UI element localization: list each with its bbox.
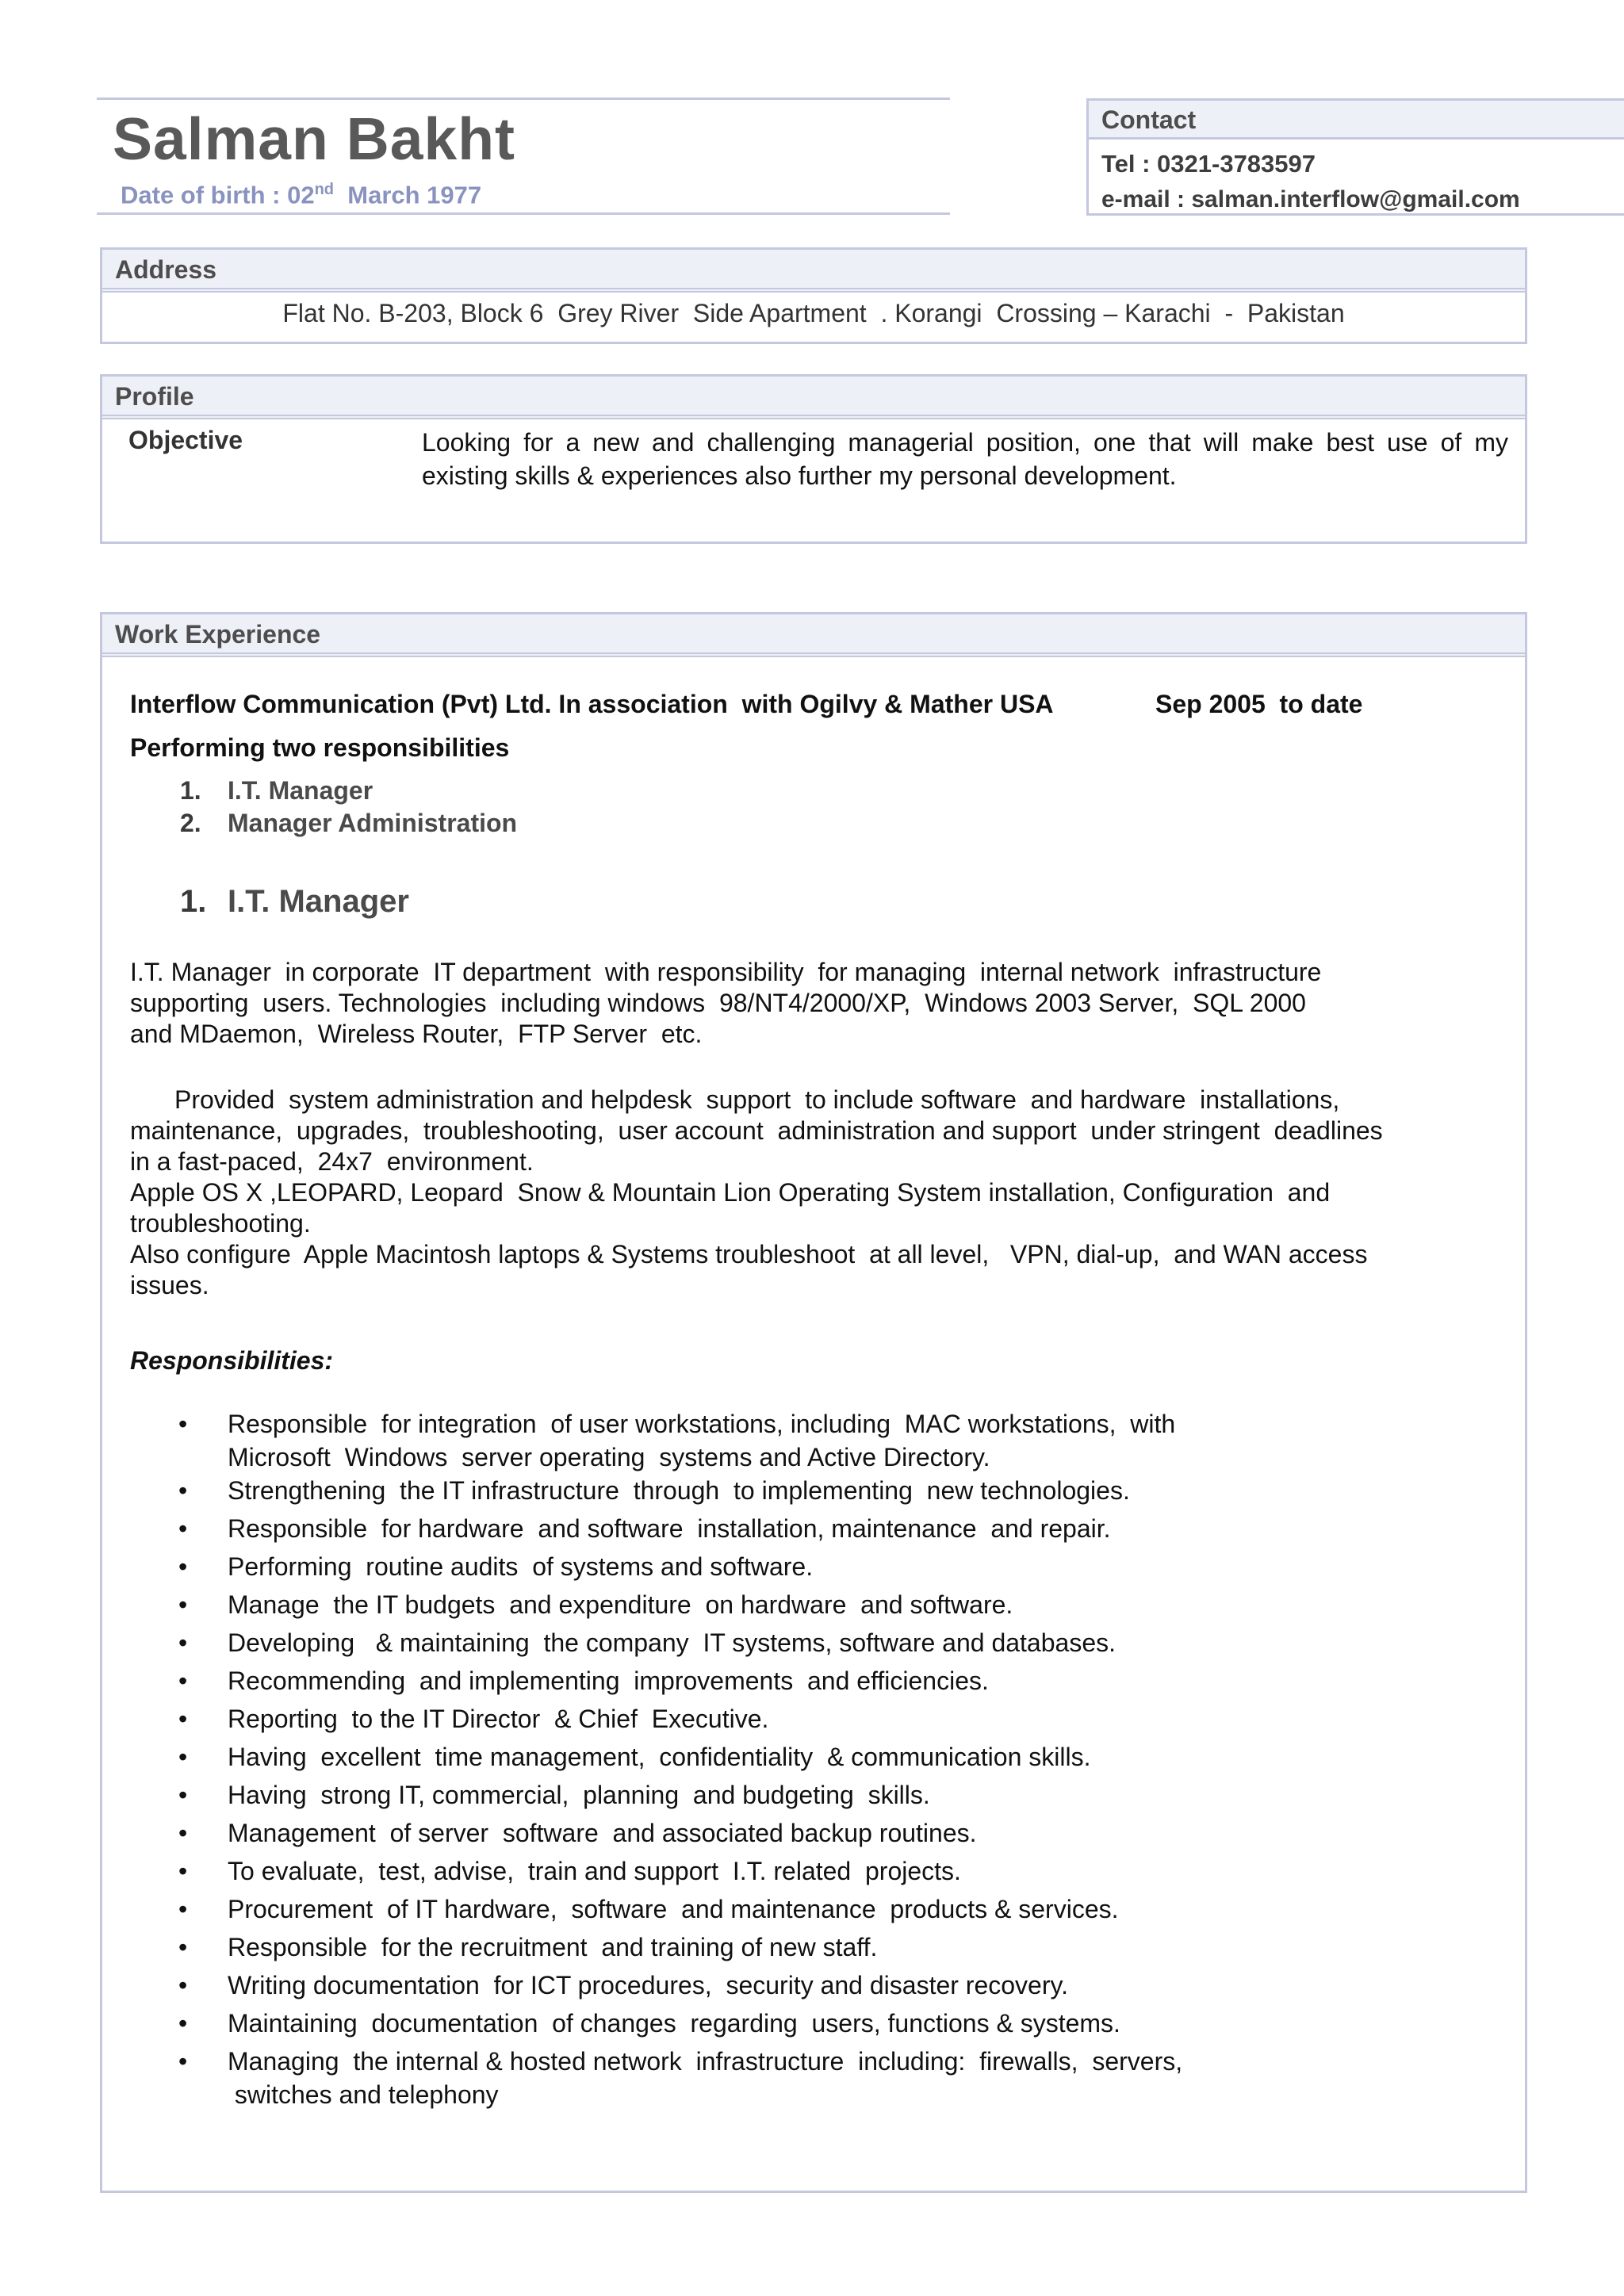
date-of-birth: Date of birth : 02nd March 1977 bbox=[121, 181, 482, 209]
work-experience-title: Work Experience bbox=[115, 620, 321, 649]
contact-phone: Tel : 0321-3783597 bbox=[1101, 150, 1316, 178]
objective-label: Objective bbox=[128, 426, 243, 454]
responsibility-item: Performing routine audits of systems and software. bbox=[228, 1552, 814, 1581]
address-header bbox=[102, 250, 1525, 293]
responsibility-item: Microsoft Windows server operating systems and Active Directory. bbox=[228, 1443, 990, 1471]
text-line: supporting users. Technologies including windows 98/NT4/2000/XP, Windows 2003 Server, SQL 2000 bbox=[130, 989, 1306, 1017]
bullet-icon: • bbox=[178, 1628, 188, 1657]
bullet-icon: • bbox=[178, 1552, 188, 1581]
roles-intro: Performing two responsibilities bbox=[130, 733, 510, 762]
bullet-icon: • bbox=[178, 1514, 188, 1543]
bullet-icon: • bbox=[178, 1971, 188, 1999]
work-experience-section bbox=[100, 612, 1527, 2193]
bullet-icon: • bbox=[178, 1857, 188, 1885]
intro-paragraph bbox=[130, 957, 1321, 1050]
responsibility-item: switches and telephony bbox=[228, 2080, 499, 2109]
responsibility-item: Responsible for the recruitment and training of new staff. bbox=[228, 1933, 878, 1961]
responsibility-item: Developing & maintaining the company IT systems, software and databases. bbox=[228, 1628, 1116, 1657]
bullet-icon: • bbox=[178, 1705, 188, 1733]
bullet-icon: • bbox=[178, 1590, 188, 1619]
role-number: 1. bbox=[180, 776, 201, 805]
responsibility-item: Recommending and implementing improvements and efficiencies. bbox=[228, 1667, 989, 1695]
bullet-icon: • bbox=[178, 1476, 188, 1505]
bullet-icon: • bbox=[178, 2009, 188, 2038]
header-rule-top bbox=[97, 98, 950, 100]
bullet-icon: • bbox=[178, 1781, 188, 1809]
contact-email: e-mail : salman.interflow@gmail.com bbox=[1101, 186, 1520, 212]
details-paragraph bbox=[130, 1085, 1383, 1301]
responsibility-item: Writing documentation for ICT procedures, security and disaster recovery. bbox=[228, 1971, 1069, 1999]
contact-header bbox=[1089, 101, 1624, 140]
responsibility-item: To evaluate, test, advise, train and support I.T. related projects. bbox=[228, 1857, 961, 1885]
header-rule-bottom bbox=[97, 212, 950, 215]
address-text: Flat No. B-203, Block 6 Grey River Side Apartment . Korangi Crossing – Karachi - Pakistan bbox=[282, 299, 1345, 327]
responsibility-item: Maintaining documentation of changes regarding users, functions & systems. bbox=[228, 2009, 1120, 2038]
profile-header bbox=[102, 377, 1525, 419]
bullet-icon: • bbox=[178, 1895, 188, 1923]
address-title: Address bbox=[115, 255, 217, 284]
contact-title: Contact bbox=[1101, 105, 1197, 134]
responsibility-item: Responsible for hardware and software installation, maintenance and repair. bbox=[228, 1514, 1111, 1543]
section-number: 1. bbox=[180, 884, 207, 919]
contact-box bbox=[1086, 98, 1624, 216]
bullet-icon: • bbox=[178, 1819, 188, 1847]
text-line: in a fast-paced, 24x7 environment. bbox=[130, 1147, 534, 1176]
text-line: Apple OS X ,LEOPARD, Leopard Snow & Mountain Lion Operating System installation, Configuration and bbox=[130, 1178, 1331, 1207]
address-section bbox=[100, 247, 1527, 344]
profile-title: Profile bbox=[115, 382, 194, 411]
text-line: issues. bbox=[130, 1271, 209, 1299]
text-line: Also configure Apple Macintosh laptops & Systems troubleshoot at all level, VPN, dial-up, and WAN access bbox=[130, 1240, 1368, 1269]
text-line: troubleshooting. bbox=[130, 1209, 311, 1238]
responsibility-item: Having strong IT, commercial, planning and budgeting skills. bbox=[228, 1781, 930, 1809]
profile-section bbox=[100, 374, 1527, 544]
responsibility-item: Having excellent time management, confidentiality & communication skills. bbox=[228, 1743, 1091, 1771]
work-experience-header bbox=[102, 614, 1525, 657]
role-item: Manager Administration bbox=[228, 809, 518, 837]
responsibility-item: Reporting to the IT Director & Chief Executive. bbox=[228, 1705, 769, 1733]
bullet-icon: • bbox=[178, 1933, 188, 1961]
responsibility-item: Managing the internal & hosted network infrastructure including: firewalls, servers, bbox=[228, 2047, 1183, 2076]
bullet-icon: • bbox=[178, 1667, 188, 1695]
bullet-icon: • bbox=[178, 1410, 188, 1438]
bullet-icon: • bbox=[178, 2047, 188, 2076]
role-item: I.T. Manager bbox=[228, 776, 373, 805]
text-line: I.T. Manager in corporate IT department with responsibility for managing internal network infrastructure bbox=[130, 958, 1322, 986]
responsibilities-heading: Responsibilities: bbox=[130, 1346, 334, 1375]
responsibility-item: Procurement of IT hardware, software and maintenance products & services. bbox=[228, 1895, 1119, 1923]
bullet-icon: • bbox=[178, 1743, 188, 1771]
responsibility-item: Manage the IT budgets and expenditure on hardware and software. bbox=[228, 1590, 1013, 1619]
responsibility-item: Strengthening the IT infrastructure through to implementing new technologies. bbox=[228, 1476, 1130, 1505]
section-heading: I.T. Manager bbox=[228, 884, 409, 919]
text-line: and MDaemon, Wireless Router, FTP Server etc. bbox=[130, 1020, 703, 1048]
employment-period: Sep 2005 to date bbox=[1155, 690, 1363, 718]
candidate-name: Salman Bakht bbox=[113, 105, 515, 172]
text-line: maintenance, upgrades, troubleshooting, user account administration and support under stringent deadlines bbox=[130, 1116, 1383, 1145]
objective-text: Looking for a new and challenging managerial position, one that will make best use of my existing skills & experiences also further my personal development. bbox=[422, 428, 1508, 490]
responsibility-item: Management of server software and associated backup routines. bbox=[228, 1819, 977, 1847]
text-line: Provided system administration and helpdesk support to include software and hardware installations, bbox=[174, 1085, 1340, 1114]
responsibility-item: Responsible for integration of user workstations, including MAC workstations, with bbox=[228, 1410, 1176, 1438]
company-name: Interflow Communication (Pvt) Ltd. In association with Ogilvy & Mather USA bbox=[130, 690, 1054, 718]
role-number: 2. bbox=[180, 809, 201, 837]
